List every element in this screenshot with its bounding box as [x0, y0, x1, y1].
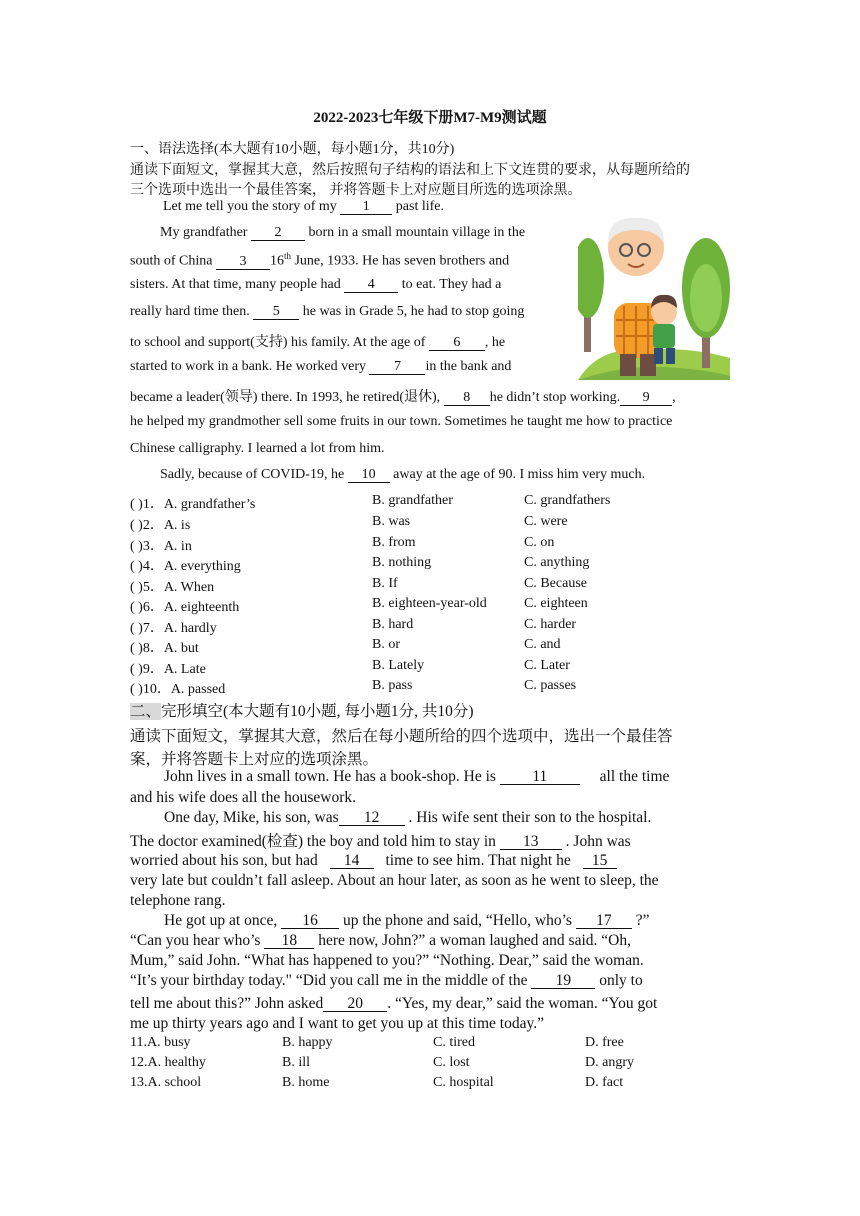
option-c: C. eighteen	[524, 596, 588, 611]
passage2-line: “Can you hear who’s 18 here now, John?” a woman laughed and said. “Oh,	[130, 932, 631, 949]
option-c: C. Later	[524, 658, 570, 673]
blank-8: 8	[444, 390, 490, 406]
blank-3: 3	[216, 254, 270, 270]
option-b: B. was	[372, 514, 411, 529]
option-c: C. were	[524, 514, 568, 529]
option-b: B. nothing	[372, 555, 432, 570]
blank-2: 2	[251, 225, 305, 241]
blank-18: 18	[264, 933, 314, 949]
passage1-line: really hard time then. 5 he was in Grade 5, he had to stop going	[130, 304, 525, 319]
passage1-line: My grandfather 2 born in a small mountain village in the	[160, 225, 526, 240]
option-c: C. harder	[524, 617, 577, 632]
blank-15: 15	[583, 853, 617, 869]
section1-instruction-1: 通读下面短文，掌握其大意，然后按照句子结构的语法和上下文连贯的要求，从每题所给的	[130, 163, 690, 178]
passage2-line: John lives in a small town. He has a book-shop. He is 11 all the time	[164, 768, 670, 785]
option-c: C. grandfathers	[524, 493, 611, 508]
option-b: B. from	[372, 535, 416, 550]
option-b: B. If	[372, 576, 398, 591]
passage1-line: Chinese calligraphy. I learned a lot from him.	[130, 441, 385, 456]
option-b: B. ill	[282, 1055, 311, 1070]
question-number: ( )8．A. but	[130, 641, 199, 656]
section2-instruction-1: 通读下面短文，掌握其大意，然后在每小题所给的四个选项中，选出一个最佳答	[130, 728, 673, 745]
question-number: ( )9．A. Late	[130, 662, 206, 677]
question-number: ( )6．A. eighteenth	[130, 600, 240, 615]
passage2-line: “It’s your birthday today." “Did you call me in the middle of the 19 only to	[130, 972, 643, 989]
blank-1: 1	[340, 199, 392, 215]
passage1-line: he helped my grandmother sell some fruits in our town. Sometimes he taught me how to practice	[130, 414, 673, 429]
blank-11: 11	[500, 769, 580, 785]
option-b: B. home	[282, 1075, 330, 1090]
passage2-line: very late but couldn’t fall asleep. About an hour later, as soon as he went to sleep, the	[130, 872, 659, 889]
blank-16: 16	[281, 913, 339, 929]
passage1-line: became a leader(领导) there. In 1993, he retired(退休), 8 he didn’t stop working. 9 ,	[130, 390, 676, 405]
blank-7: 7	[369, 359, 425, 375]
passage2-line: Mum,” said John. “What has happened to you?” “Nothing. Dear,” said the woman.	[130, 952, 644, 969]
passage2-line: worried about his son, but had 14 time to see him. That night he 15	[130, 852, 617, 870]
blank-19: 19	[531, 973, 595, 989]
option-a: 11.A. busy	[130, 1035, 191, 1050]
passage2-line: The doctor examined(检查) the boy and told him to stay in 13 . John was	[130, 833, 631, 850]
passage1-line: to school and support(支持) his family. At the age of 6 , he	[130, 335, 506, 350]
grandfather-illustration	[578, 208, 730, 380]
option-c: C. lost	[433, 1055, 470, 1070]
option-b: B. Lately	[372, 658, 425, 673]
section2-instruction-2: 案，并将答题卡上对应的选项涂黑。	[130, 751, 379, 768]
section1-heading: 一、语法选择(本大题有10小题，每小题1分，共10分)	[130, 142, 455, 157]
passage2-line: me up thirty years ago and I want to get you up at this time today.”	[130, 1015, 544, 1032]
option-b: B. pass	[372, 678, 413, 693]
option-c: C. anything	[524, 555, 590, 570]
blank-17: 17	[576, 913, 632, 929]
page-title: 2022-2023七年级下册M7-M9测试题	[313, 110, 547, 126]
blank-4: 4	[344, 277, 398, 293]
option-c: C. tired	[433, 1035, 475, 1050]
option-c: C. on	[524, 535, 555, 550]
blank-14: 14	[330, 853, 374, 869]
passage2-line: He got up at once, 16 up the phone and said, “Hello, who’s 17 ?”	[164, 912, 650, 929]
section2-heading-mark: 二、	[130, 703, 162, 720]
option-b: B. or	[372, 637, 400, 652]
option-c: C. Because	[524, 576, 587, 591]
option-d: D. angry	[585, 1055, 634, 1070]
option-b: B. eighteen-year-old	[372, 596, 487, 611]
blank-12: 12	[339, 810, 405, 826]
option-d: D. free	[585, 1035, 624, 1050]
option-c: C. passes	[524, 678, 577, 693]
blank-9: 9	[620, 390, 672, 406]
option-c: C. hospital	[433, 1075, 494, 1090]
passage2-line: and his wife does all the housework.	[130, 789, 356, 806]
option-b: B. happy	[282, 1035, 333, 1050]
blank-6: 6	[429, 335, 485, 351]
passage2-line: tell me about this?” John asked 20 . “Yes, my dear,” said the woman. “You got	[130, 995, 658, 1012]
question-number: ( )2．A. is	[130, 518, 191, 533]
blank-10: 10	[348, 467, 390, 483]
option-a: 13.A. school	[130, 1075, 202, 1090]
question-number: ( )3．A. in	[130, 539, 192, 554]
question-number: ( )4．A. everything	[130, 559, 241, 574]
passage2-line: telephone rang.	[130, 892, 226, 909]
question-number: ( )1．A. grandfather’s	[130, 497, 256, 512]
passage1-line: started to work in a bank. He worked very 7 in the bank and	[130, 359, 512, 374]
option-c: C. and	[524, 637, 561, 652]
passage1-line: sisters. At that time, many people had 4 to eat. They had a	[130, 277, 502, 292]
passage1-line: Let me tell you the story of my 1 past life.	[163, 199, 445, 214]
question-number: ( )10．A. passed	[130, 682, 226, 697]
blank-5: 5	[253, 304, 299, 320]
option-d: D. fact	[585, 1075, 624, 1090]
option-b: B. hard	[372, 617, 414, 632]
passage1-line: Sadly, because of COVID-19, he 10 away at the age of 90. I miss him very much.	[160, 467, 646, 482]
blank-20: 20	[323, 996, 387, 1012]
blank-13: 13	[500, 834, 562, 850]
question-number: ( )7．A. hardly	[130, 621, 217, 636]
section1-instruction-2: 三个选项中选出一个最佳答案， 并将答题卡上对应题目所选的选项涂黑。	[130, 183, 582, 198]
passage1-line: south of China 3 16th June, 1933. He has seven brothers and	[130, 251, 510, 269]
passage2-line: One day, Mike, his son, was 12 . His wife sent their son to the hospital.	[164, 809, 652, 826]
question-number: ( )5．A. When	[130, 580, 215, 595]
section2-heading: 二、完形填空(本大题有10小题, 每小题1分, 共10分)	[130, 703, 474, 720]
option-a: 12.A. healthy	[130, 1055, 206, 1070]
option-b: B. grandfather	[372, 493, 453, 508]
